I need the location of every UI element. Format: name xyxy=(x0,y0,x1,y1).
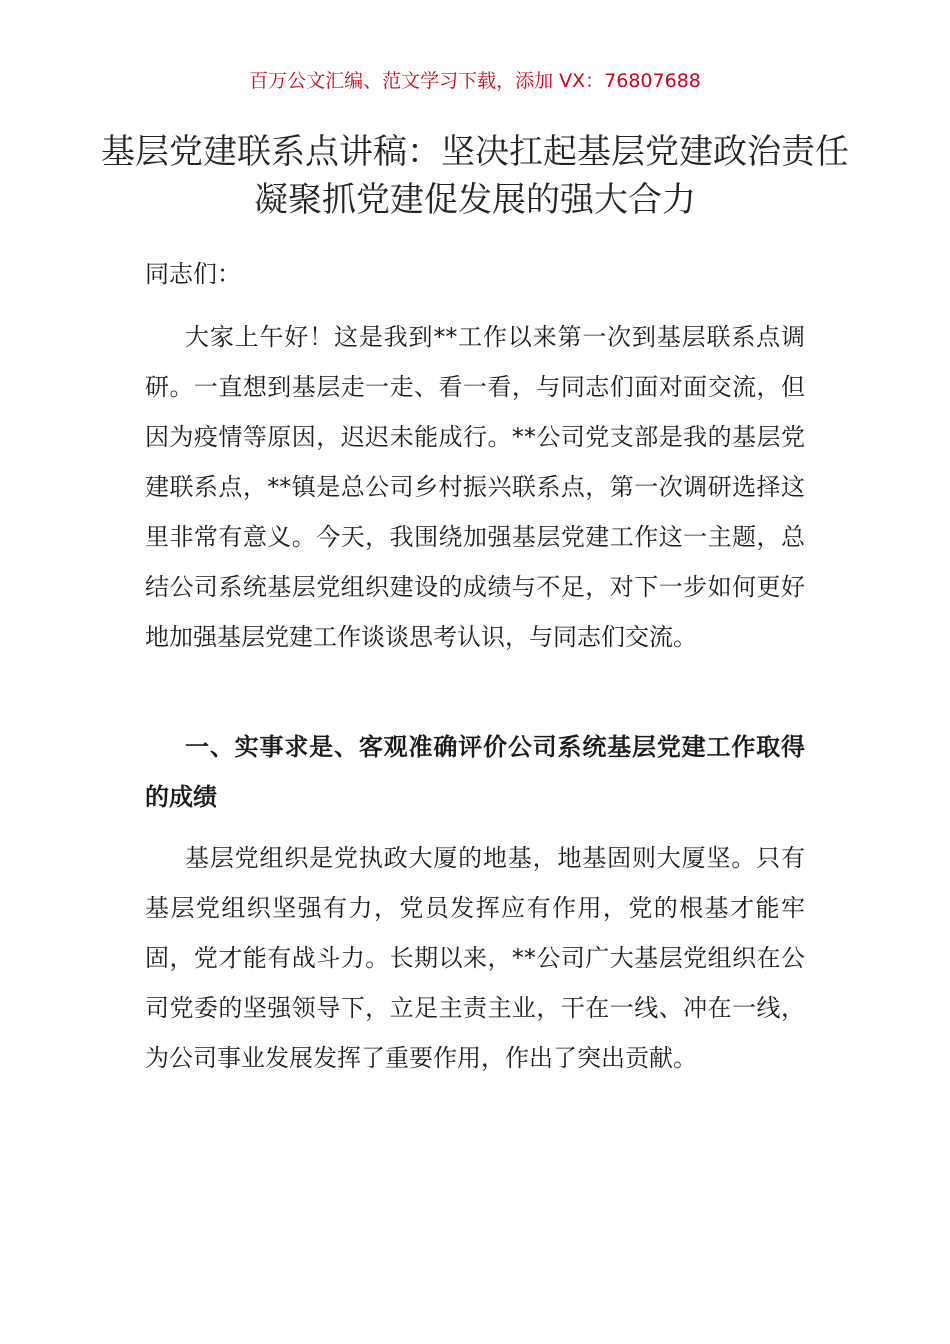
paragraph-section-1: 基层党组织是党执政大厦的地基，地基固则大厦坚。只有基层党组织坚强有力，党员发挥应有作用，党的根基才能牢固，党才能有战斗力。长期以来，**公司广大基层党组织在公司党委的坚强领导下，立足主责主业，干在一线、冲在一线，为公司事业发展发挥了重要作用，作出了突出贡献。 xyxy=(145,844,805,1072)
section-heading-1: 一、实事求是、客观准确评价公司系统基层党建工作取得的成绩 xyxy=(145,733,805,811)
document-title: 基层党建联系点讲稿：坚决扛起基层党建政治责任 凝聚抓党建促发展的强大合力 xyxy=(101,132,849,220)
greeting: 同志们： xyxy=(145,260,241,288)
paragraph-intro: 大家上午好！这是我到**工作以来第一次到基层联系点调研。一直想到基层走一走、看一看，与同志们面对面交流，但因为疫情等原因，迟迟未能成行。**公司党支部是我的基层党建联系点，**镇是总公司乡村振兴联系点，第一次调研选择这里非常有意义。今天，我围绕加强基层党建工作这一主题，总结公司系统基层党组织建设的成绩与不足，对下一步如何更好地加强基层党建工作谈谈思考认识，与同志们交流。 xyxy=(145,323,805,651)
header-note: 百万公文汇编、范文学习下载，添加 VX：76807688 xyxy=(249,70,701,92)
